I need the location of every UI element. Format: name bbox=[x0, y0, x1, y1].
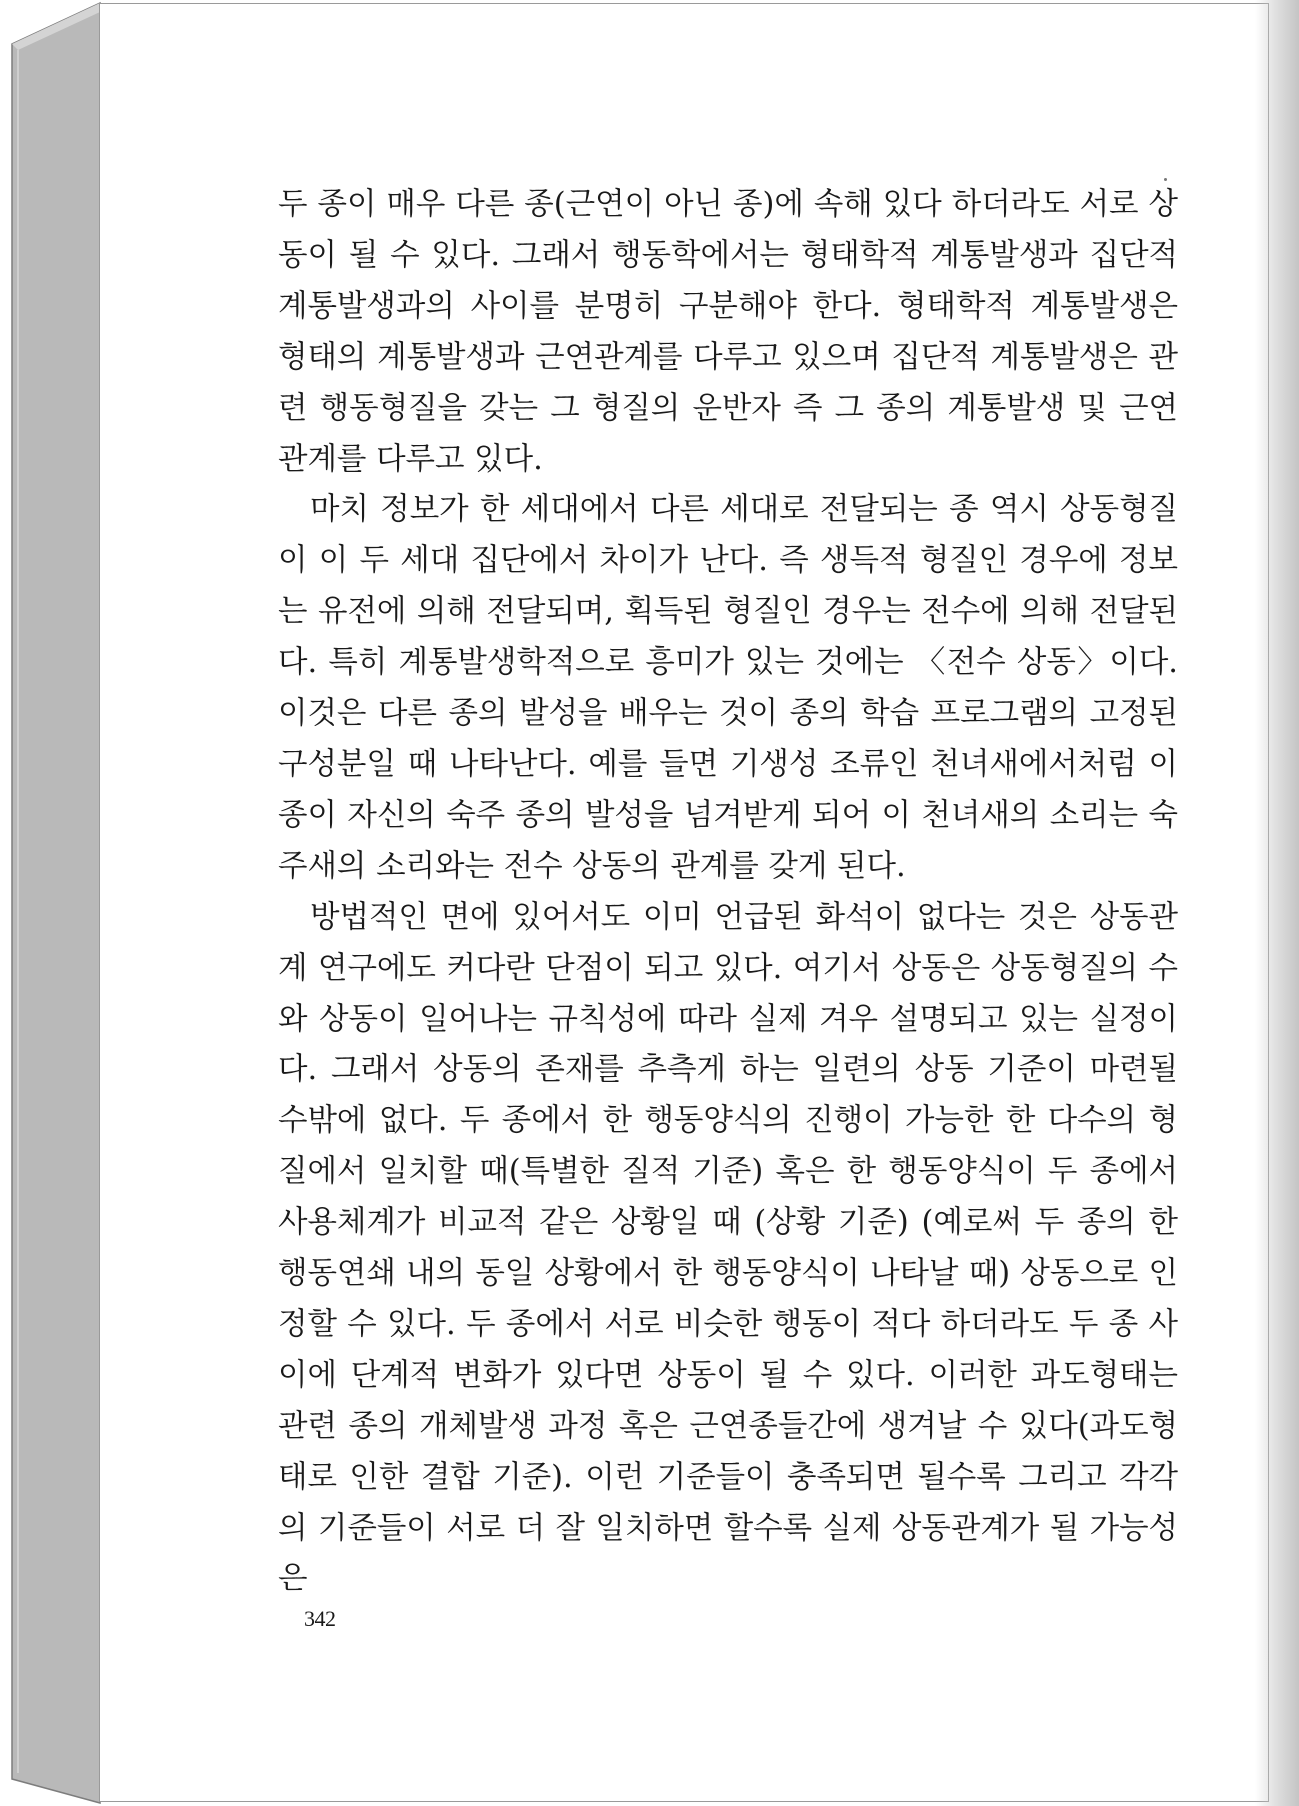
book-spine bbox=[0, 0, 110, 1806]
body-text bbox=[278, 180, 1178, 1605]
paragraph-2: 마치 정보가 한 세대에서 다른 세대로 전달되는 종 역시 상동형질이 이 두 세대 집단에서 차이가 난다. 즉 생득적 형질인 경우에 정보는 유전에 의해 전달되며, 획득된 형질인 경우는 전수에 의해 전달된다. 특히 계통발생학적으로 흥미가 있는 것에는 〈전수 상동〉이다. 이것은 다른 종의 발성을 배우는 것이 종의 학습 프로그램의 고정된 구성분일 때 나타난다. 예를 들면 기생성 조류인 천녀새에서처럼 이 종이 자신의 숙주 종의 발성을 넘겨받게 되어 이 천녀새의 소리는 숙주새의 소리와는 전수 상동의 관계를 갖게 된다. bbox=[278, 492, 1178, 884]
paragraph-3: 방법적인 면에 있어서도 이미 언급된 화석이 없다는 것은 상동관계 연구에도 커다란 단점이 되고 있다. 여기서 상동은 상동형질의 수와 상동이 일어나는 규칙성에 따라 실제 겨우 설명되고 있는 실정이다. 그래서 상동의 존재를 추측게 하는 일련의 상동 기준이 마련될 수밖에 없다. 두 종에서 한 행동양식의 진행이 가능한 한 다수의 형질에서 일치할 때(특별한 질적 기준) 혹은 한 행동양식이 두 종에서 사용체계가 비교적 같은 상황일 때 (상황 기준) (예로써 두 종의 한 행동연쇄 내의 동일 상황에서 한 행동양식이 나타날 때) 상동으로 인정할 수 있다. 두 종에서 서로 비슷한 행동이 적다 하더라도 두 종 사이에 단계적 변화가 있다면 상동이 될 수 있다. 이러한 과도형태는 관련 종의 개체발생 과정 혹은 근연종들간에 생겨날 수 있다(과도형태로 인한 결합 기준). 이런 기준들이 충족되면 될수록 그리고 각각의 기준들이 서로 더 잘 일치하면 할수록 실제 상동관계가 될 가능성은 bbox=[278, 899, 1178, 1597]
spine-face bbox=[12, 3, 100, 1803]
page-edge-shadow bbox=[1255, 0, 1299, 1806]
page-number: 342 bbox=[304, 1606, 336, 1631]
paragraph-1: 두 종이 매우 다른 종(근연이 아닌 종)에 속해 있다 하더라도 서로 상동이 될 수 있다. 그래서 행동학에서는 형태학적 계통발생과 집단적 계통발생과의 사이를 분명히 구분해야 한다. 형태학적 계통발생은 형태의 계통발생과 근연관계를 다루고 있으며 집단적 계통발생은 관련 행동형질을 갖는 그 형질의 운반자 즉 그 종의 계통발생 및 근연관계를 다루고 있다. bbox=[278, 187, 1178, 477]
